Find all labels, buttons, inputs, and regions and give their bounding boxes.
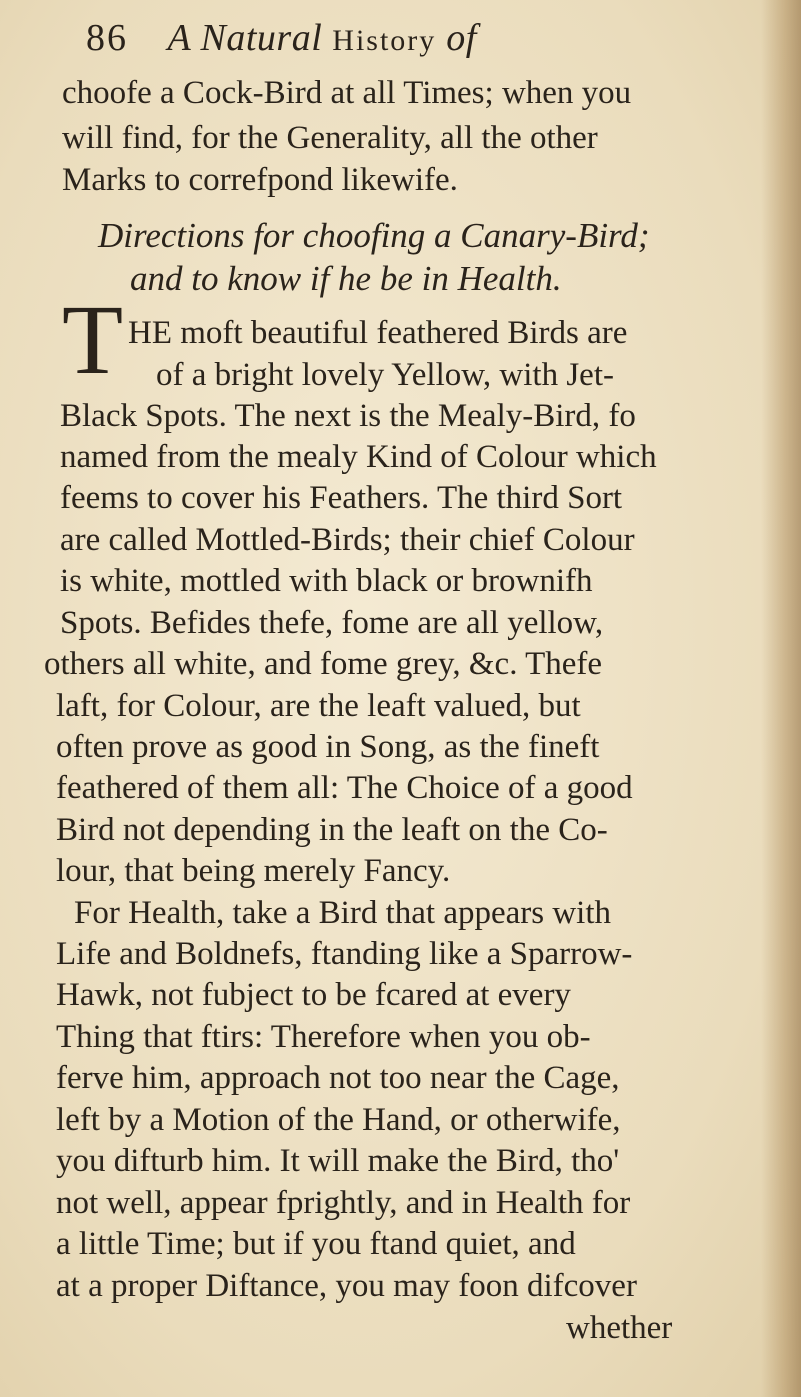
page-gutter-shadow: [761, 0, 801, 1397]
text-line: a little Time; but if you ftand quiet, and: [56, 1226, 576, 1262]
page-number: 86: [86, 17, 128, 59]
text-line: ferve him, approach not too near the Cage,: [56, 1060, 620, 1096]
drop-cap: T: [62, 284, 124, 395]
text-line: HE moft beautiful feathered Birds are: [128, 315, 628, 351]
text-line: left by a Motion of the Hand, or otherwife,: [56, 1102, 621, 1138]
text-line: Hawk, not fubject to be fcared at every: [56, 977, 571, 1013]
text-line: choofe a Cock-Bird at all Times; when you: [62, 75, 632, 111]
running-title-prefix: A Natural: [167, 17, 323, 59]
text-line: feathered of them all: The Choice of a good: [56, 770, 633, 806]
text-line: Life and Boldnefs, ftanding like a Sparrow-: [56, 936, 633, 972]
running-title: [168, 17, 477, 59]
text-line: Black Spots. The next is the Mealy-Bird, fo: [60, 398, 636, 434]
text-line: of a bright lovely Yellow, with Jet-: [156, 357, 614, 393]
text-line: others all white, and fome grey, &c. Thefe: [44, 646, 603, 682]
heading-line: Directions for choofing a Canary-Bird;: [98, 216, 650, 255]
text-line: named from the mealy Kind of Colour which: [60, 439, 657, 475]
text-line: is white, mottled with black or brownifh: [60, 563, 593, 599]
text-line: For Health, take a Bird that appears with: [74, 895, 612, 931]
text-line: Thing that ftirs: Therefore when you ob-: [56, 1019, 591, 1055]
running-title-suffix: of: [446, 17, 477, 59]
text-line: often prove as good in Song, as the fineft: [56, 729, 600, 765]
text-line: lour, that being merely Fancy.: [56, 853, 451, 889]
text-line: Spots. Befides thefe, fome are all yellow,: [60, 605, 604, 641]
text-line: are called Mottled-Birds; their chief Colour: [60, 522, 635, 558]
text-line: will find, for the Generality, all the other: [62, 120, 598, 156]
text-line: feems to cover his Feathers. The third Sort: [60, 480, 623, 516]
text-line: Bird not depending in the leaft on the Co-: [56, 812, 608, 848]
running-header: [86, 8, 477, 68]
text-line: at a proper Diftance, you may foon difcover: [56, 1268, 637, 1304]
text-line: you difturb him. It will make the Bird, tho': [56, 1143, 620, 1179]
running-title-smallcaps: History: [332, 24, 437, 57]
text-line: Marks to correfpond likewife.: [62, 162, 458, 198]
catchword: whether: [566, 1310, 673, 1346]
heading-line: and to know if he be in Health.: [130, 259, 562, 298]
text-line: laft, for Colour, are the leaft valued, but: [56, 688, 581, 724]
text-line: not well, appear fprightly, and in Health for: [56, 1185, 631, 1221]
